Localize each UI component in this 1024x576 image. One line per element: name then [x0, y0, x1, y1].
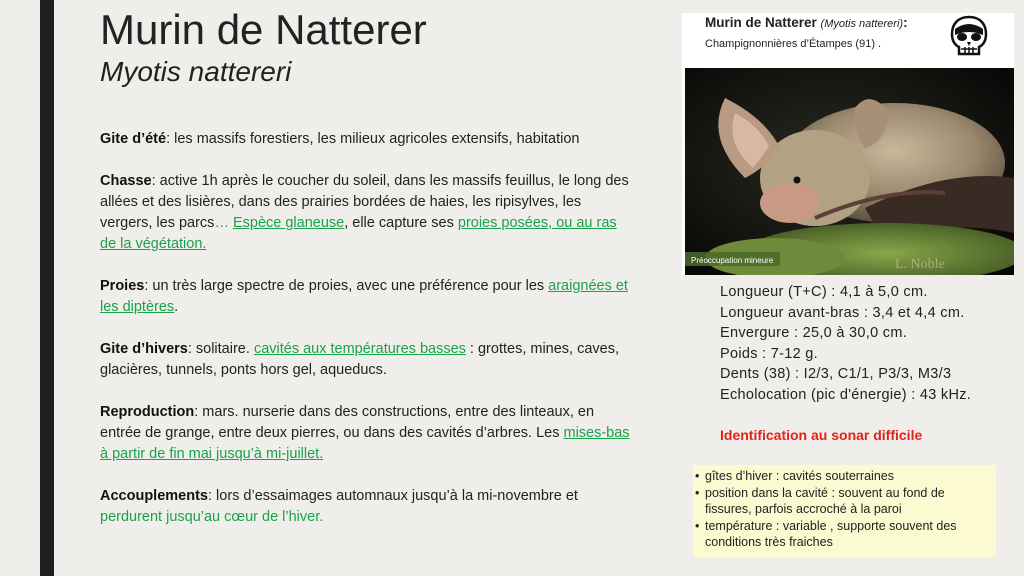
text-gite-hiver-1: : solitaire. [187, 341, 254, 357]
species-card [682, 13, 1014, 275]
note-temperature: • température : variable , supporte souvent des conditions très fraiches [705, 518, 992, 551]
paragraph-chasse [100, 171, 635, 255]
text-gite-hiver-2: : grottes, mines, caves, glacières, tunnels, ponts hors gel, aqueducs. [100, 341, 620, 378]
text-perdurent: perdurent jusqu’au cœur de l’hiver. [100, 509, 324, 525]
bat-photo [685, 68, 1014, 275]
stat-longueur: Longueur (T+C) : 4,1 à 5,0 cm. [720, 284, 928, 300]
description-body [100, 129, 635, 549]
text-accouplements-1: : lors d’essaimages automnaux jusqu’à la mi-novembre et [207, 488, 578, 504]
text-proies-1: : un très large spectre de proies, avec une préférence pour les [144, 278, 549, 294]
photo-watermark: L. Noble [895, 257, 945, 272]
note-gites-hiver: • gîtes d’hiver : cavités souterraines [705, 468, 992, 485]
link-araignees[interactable]: araignées et les diptères [100, 278, 628, 315]
card-location: Champignonnières d’Étampes (91) . [705, 38, 882, 50]
label-accouplements: Accouplements [100, 488, 208, 504]
label-chasse: Chasse [100, 173, 152, 189]
card-title [705, 15, 908, 30]
label-reproduction: Reproduction [100, 404, 195, 420]
slide-subtitle: Myotis nattereri [100, 56, 292, 87]
slide-title: Murin de Natterer [100, 6, 427, 53]
stat-avant-bras: Longueur avant-bras : 3,4 et 4,4 cm. [720, 304, 965, 321]
link-cavites[interactable]: cavités aux températures basses [253, 341, 466, 357]
paragraph-reproduction [100, 402, 635, 465]
label-proies: Proies [100, 278, 145, 294]
stat-envergure: Envergure : 25,0 à 30,0 cm. [720, 325, 908, 341]
text-reproduction-1: : mars. nurserie dans des constructions, entre des linteaux, en entrée de grange, entre deux pierres, ou dans des cavités d’arbres. Les [100, 404, 595, 441]
stat-dents: Dents (38) : I2/3, C1/1, P3/3, M3/3 [720, 366, 952, 382]
card-title-name: Murin de Natterer [705, 15, 817, 30]
card-title-suffix: : [903, 15, 908, 30]
label-gite-ete: Gite d’été [100, 131, 167, 147]
text-gite-ete: : les massifs forestiers, les milieux agricoles extensifs, habitation [166, 131, 580, 147]
paragraph-accouplements [100, 486, 635, 528]
stat-poids: Poids : 7-12 g. [720, 345, 818, 362]
text-chasse-2: , elle capture ses [344, 215, 458, 231]
paragraph-gite-ete [100, 129, 635, 150]
winter-notes-box [693, 465, 996, 557]
ellipsis-chasse: … [214, 215, 233, 231]
note-position: • position dans la cavité : souvent au fond de fissures, parfois accroché à la paroi [705, 485, 992, 518]
link-espece-glaneuse[interactable]: Espèce glaneuse [232, 215, 345, 231]
winter-notes-list [693, 465, 996, 551]
conservation-status: Préoccupation mineure [691, 256, 774, 265]
sonar-warning: Identification au sonar difficile [720, 427, 923, 443]
text-proies-2: . [174, 299, 179, 315]
stat-echolocation: Echolocation (pic d'énergie) : 43 kHz. [720, 386, 972, 403]
label-gite-hiver: Gite d’hivers [100, 341, 188, 357]
text-chasse-1: : active 1h après le coucher du soleil, dans les massifs feuillus, le long des allées et des lisières, dans des prairies bordées de haies, les ripisylves, les vergers, les parcs [100, 173, 629, 231]
paragraph-gite-hiver [100, 339, 635, 381]
link-mises-bas[interactable]: mises-bas à partir de fin mai jusqu’à mi-juillet. [100, 425, 630, 462]
card-title-latin: (Myotis nattereri) [820, 18, 904, 30]
species-stats [720, 282, 971, 405]
left-accent-bar [40, 0, 54, 576]
skull-logo-icon [947, 15, 991, 57]
paragraph-proies [100, 276, 635, 318]
link-proies-posees[interactable]: proies posées, ou au ras de la végétation. [100, 215, 617, 252]
